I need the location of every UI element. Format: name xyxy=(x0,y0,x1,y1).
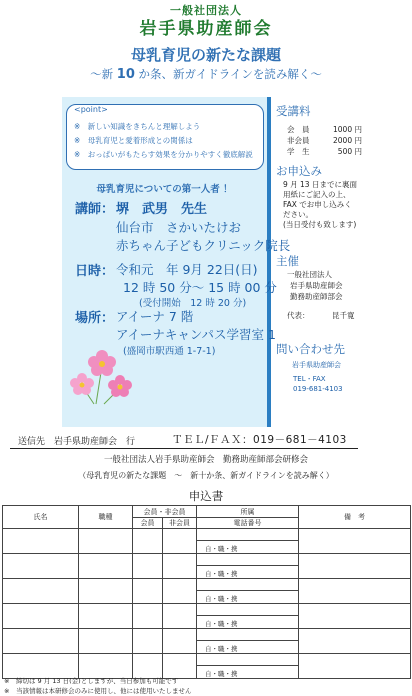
cell-affiliation[interactable] xyxy=(197,629,299,641)
point-tag: <point> xyxy=(74,105,108,114)
point-item-2: ※ 母乳育児と愛着形成との関係は xyxy=(74,136,193,145)
table-row xyxy=(3,654,411,666)
subtitle-num: 10 xyxy=(116,67,135,82)
cell-nonmember[interactable] xyxy=(163,629,197,654)
lecturer-label: 講師： xyxy=(75,202,115,217)
cell-phone[interactable]: 自・職・携 xyxy=(197,591,299,604)
cell-name[interactable] xyxy=(3,579,79,604)
col-header-name: 氏名 xyxy=(3,506,79,529)
col-header-member: 会員 xyxy=(133,518,163,529)
subtitle-before: ～新 xyxy=(90,67,114,81)
fee-value-nonmember: 2000 円 xyxy=(333,136,362,145)
cell-nonmember[interactable] xyxy=(163,554,197,579)
table-row xyxy=(3,529,411,541)
cell-member[interactable] xyxy=(133,629,163,654)
footer-note-2: ※ 当該情報は本研修会のみに使用し、他には使用いたしません xyxy=(4,687,192,695)
cell-affiliation[interactable] xyxy=(197,579,299,591)
schedule-date: 令和元 年 9月 22日(日) xyxy=(116,262,258,277)
cell-remarks[interactable] xyxy=(299,629,411,654)
cell-nonmember[interactable] xyxy=(163,529,197,554)
venue-address: (盛岡市駅西通 1-7-1) xyxy=(123,346,216,357)
cell-remarks[interactable] xyxy=(299,554,411,579)
schedule-time: 12 時 50 分～ 15 時 00 分 xyxy=(123,280,277,295)
lecturer-line-2: 赤ちゃん子どもクリニック院長 xyxy=(116,238,291,253)
apply-heading: お申込み xyxy=(276,164,322,178)
cosmos-flower-icon xyxy=(64,342,138,406)
cell-nonmember[interactable] xyxy=(163,579,197,604)
col-header-remarks: 備 考 xyxy=(299,506,411,529)
footer-note-1: ※ 締切は 9 月 13 日(金)としますが、当日参加も可能です xyxy=(4,677,179,685)
fax-underline xyxy=(10,448,358,449)
cell-name[interactable] xyxy=(3,654,79,679)
application-table xyxy=(2,505,411,679)
table-row xyxy=(3,604,411,616)
cell-remarks[interactable] xyxy=(299,529,411,554)
lecturer-name: 堺 武男 先生 xyxy=(116,202,208,217)
cell-member[interactable] xyxy=(133,554,163,579)
host-heading: 主催 xyxy=(276,254,299,268)
apply-line-2: 用紙にご記入の上、 xyxy=(283,190,351,199)
cell-name[interactable] xyxy=(3,629,79,654)
cell-nonmember[interactable] xyxy=(163,654,197,679)
page-title: 母乳育児の新たな課題 xyxy=(130,46,281,64)
fee-label-student: 学 生 xyxy=(287,147,310,156)
lecturer-line-1: 仙台市 さかいたけお xyxy=(116,220,242,235)
page-subtitle xyxy=(0,66,412,82)
table-row xyxy=(3,554,411,566)
fees-heading: 受講料 xyxy=(276,104,311,118)
cell-remarks[interactable] xyxy=(299,604,411,629)
cell-affiliation[interactable] xyxy=(197,529,299,541)
col-header-affiliation: 所属 xyxy=(197,506,299,518)
form-send-to: 送信先 岩手県助産師会 行 xyxy=(18,437,136,447)
col-header-job: 職種 xyxy=(79,506,133,529)
cell-remarks[interactable] xyxy=(299,654,411,679)
cell-name[interactable] xyxy=(3,604,79,629)
cell-phone[interactable]: 自・職・携 xyxy=(197,566,299,579)
cell-job[interactable] xyxy=(79,529,133,554)
fee-value-student: 500 円 xyxy=(337,147,362,156)
venue-room: アイーナキャンパス学習室 1 xyxy=(116,327,276,342)
col-header-phone: 電話番号 xyxy=(197,518,299,529)
cell-job[interactable] xyxy=(79,654,133,679)
form-course-line: （母乳育児の新たな課題 ～ 新十か条、新ガイドラインを読み解く） xyxy=(78,471,334,480)
contact-tel: 019-681-4103 xyxy=(293,385,343,393)
cell-nonmember[interactable] xyxy=(163,604,197,629)
schedule-label: 日時： xyxy=(75,264,115,279)
contact-heading: 問い合わせ先 xyxy=(276,342,345,356)
apply-line-5: (当日受付も致します) xyxy=(283,220,357,229)
venue-name: アイーナ 7 階 xyxy=(116,309,194,324)
schedule-reception: (受付開始 12 時 20 分) xyxy=(139,298,247,309)
table-row xyxy=(3,629,411,641)
cell-affiliation[interactable] xyxy=(197,554,299,566)
form-fax-number: ＴＥＬ/ＦＡＸ：019－681－4103 xyxy=(172,434,347,446)
col-header-member-group: 会員・非会員 xyxy=(133,506,197,518)
venue-label: 場所： xyxy=(75,311,115,326)
host-rep-label: 代表： xyxy=(287,311,310,320)
host-line-2: 岩手県助産師会 xyxy=(290,281,343,290)
cell-remarks[interactable] xyxy=(299,579,411,604)
cell-phone[interactable]: 自・職・携 xyxy=(197,666,299,679)
cell-job[interactable] xyxy=(79,629,133,654)
host-line-3: 勤務助産師部会 xyxy=(290,292,343,301)
host-line-1: 一般社団法人 xyxy=(287,270,332,279)
cell-affiliation[interactable] xyxy=(197,604,299,616)
host-rep-name: 昆千寛 xyxy=(332,311,355,320)
apply-line-4: ださい。 xyxy=(283,210,313,219)
cell-affiliation[interactable] xyxy=(197,654,299,666)
cell-phone[interactable]: 自・職・携 xyxy=(197,541,299,554)
subtitle-after: か条、新ガイドラインを読み解く～ xyxy=(138,67,322,81)
cell-member[interactable] xyxy=(133,654,163,679)
cell-member[interactable] xyxy=(133,604,163,629)
contact-tel-label: TEL・FAX xyxy=(293,375,326,383)
cell-job[interactable] xyxy=(79,579,133,604)
form-title: 申込書 xyxy=(188,489,224,503)
contact-org: 岩手県助産師会 xyxy=(292,361,341,369)
fee-label-nonmember: 非会員 xyxy=(287,136,310,145)
lecturer-lead: 母乳育児についての第一人者 ！ xyxy=(96,184,233,195)
table-row xyxy=(3,579,411,591)
org-prefix: 一般社団法人 xyxy=(170,4,242,17)
org-name-logo: 岩手県助産師会 xyxy=(139,19,273,39)
fee-value-member: 1000 円 xyxy=(333,125,362,134)
cell-name[interactable] xyxy=(3,554,79,579)
point-item-1: ※ 新しい知識をきちんと理解しよう xyxy=(74,122,201,131)
cell-member[interactable] xyxy=(133,529,163,554)
cell-name[interactable] xyxy=(3,529,79,554)
point-item-3: ※ おっぱいがもたらす効果を分かりやすく徹底解説 xyxy=(74,150,253,159)
cell-job[interactable] xyxy=(79,554,133,579)
cell-job[interactable] xyxy=(79,604,133,629)
col-header-nonmember: 非会員 xyxy=(163,518,197,529)
fee-label-member: 会 員 xyxy=(287,125,310,134)
form-organizer-line: 一般社団法人岩手県助産師会 勤務助産師部会研修会 xyxy=(103,455,308,465)
apply-line-3: FAX でお申し込みく xyxy=(283,200,352,209)
cell-phone[interactable]: 自・職・携 xyxy=(197,616,299,629)
apply-line-1: 9 月 13 日までに裏面 xyxy=(283,180,357,189)
cell-phone[interactable]: 自・職・携 xyxy=(197,641,299,654)
cell-member[interactable] xyxy=(133,579,163,604)
